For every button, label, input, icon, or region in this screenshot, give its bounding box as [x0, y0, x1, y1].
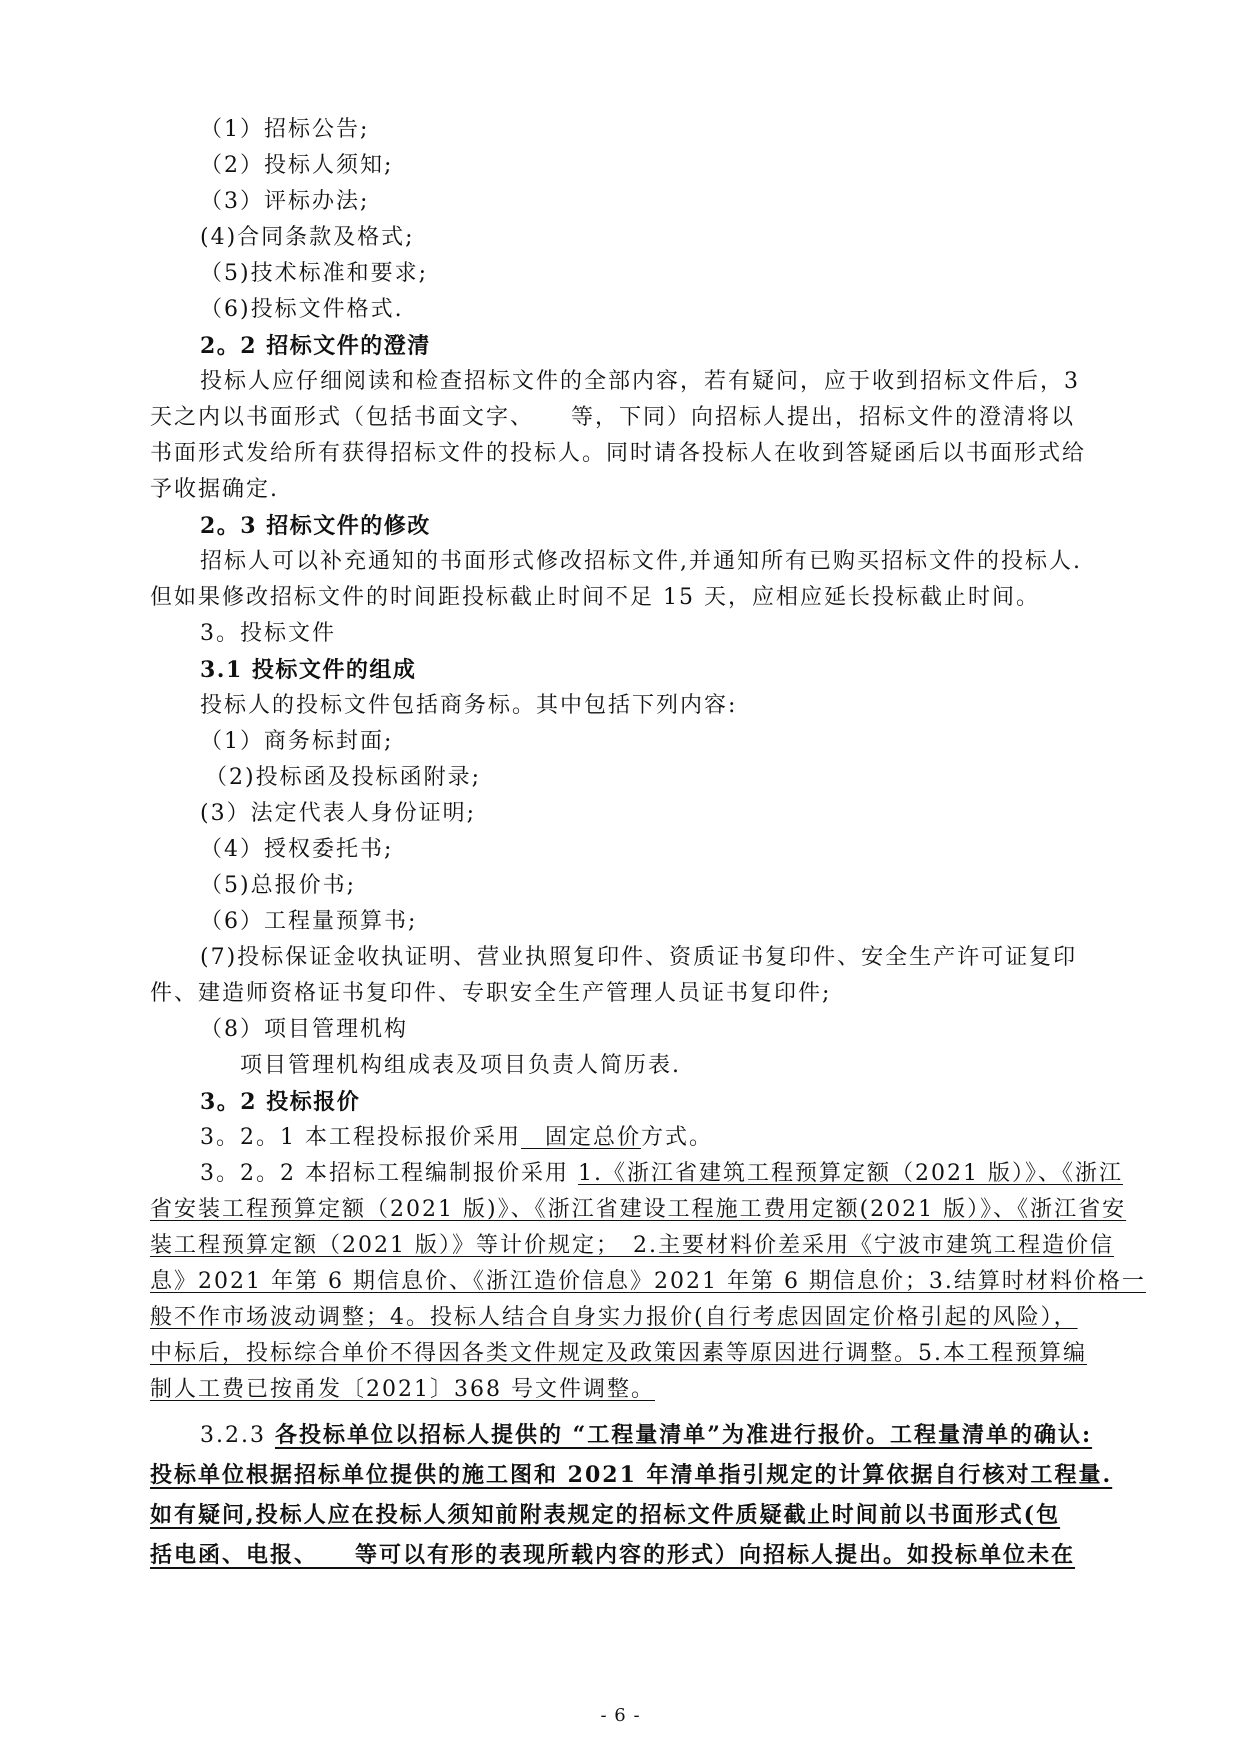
text-line: 3。2。2 本招标工程编制报价采用 1.《浙江省建筑工程预算定额（2021 版）》、《浙江 [200, 1161, 1123, 1186]
text-line: (3）法定代表人身份证明; [200, 801, 476, 826]
section-heading: 3。2 投标报价 [200, 1089, 361, 1115]
underlined-text: 中标后，投标综合单价不得因各类文件规定及政策因素等原因进行调整。5.本工程预算编 [150, 1341, 1087, 1366]
text-line: 3.2.3 各投标单位以招标人提供的 “工程量清单”为准进行报价。工程量清单的确认: [200, 1422, 1093, 1448]
underlined-text: 1.《浙江省建筑工程预算定额（2021 版）》、《浙江 [577, 1161, 1123, 1186]
text-line: （2）投标人须知; [200, 153, 394, 178]
text-line: 招标人可以补充通知的书面形式修改招标文件,并通知所有已购买招标文件的投标人. [200, 549, 1082, 574]
section-heading: 3.1 投标文件的组成 [200, 657, 417, 683]
bold-underlined-text: 括电函、电报、 等可以有形的表现所载内容的形式）向招标人提出。如投标单位未在 [150, 1542, 1076, 1568]
text-line: （5)技术标准和要求; [200, 261, 428, 286]
bold-underlined-text: 各投标单位以招标人提供的 “工程量清单”为准进行报价。工程量清单的确认: [274, 1422, 1093, 1448]
text-line: (7)投标保证金收执证明、营业执照复印件、资质证书复印件、安全生产许可证复印 [200, 945, 1078, 970]
bold-underlined-text: 投标单位根据招标单位提供的施工图和 2021 年清单指引规定的计算依据自行核对工程量. [150, 1462, 1113, 1488]
underlined-text: 固定总价 [521, 1125, 642, 1150]
section-heading: 3。投标文件 [200, 621, 336, 646]
text-line: （6)投标文件格式. [200, 297, 404, 322]
text-line: (4)合同条款及格式; [200, 225, 415, 250]
text-line: 予收据确定. [150, 477, 279, 502]
underlined-text: 装工程预算定额（2021 版）》等计价规定； 2.主要材料价差采用《宁波市建筑工程造价信 [150, 1233, 1114, 1258]
text-line: 书面形式发给所有获得招标文件的投标人。同时请各投标人在收到答疑函后以书面形式给 [150, 441, 1087, 466]
underlined-text: 制人工费已按甬发〔2021〕368 号文件调整。 [150, 1377, 655, 1402]
underlined-text: 息》2021 年第 6 期信息价、《浙江造价信息》2021 年第 6 期信息价；3.结算时材料价格一 [150, 1269, 1146, 1294]
section-heading: 2。3 招标文件的修改 [200, 513, 431, 539]
text-line: 项目管理机构组成表及项目负责人简历表. [240, 1053, 681, 1078]
text-line: （6）工程量预算书; [200, 909, 418, 934]
text-line: （4）授权委托书; [200, 837, 394, 862]
text-line: （8）项目管理机构 [200, 1017, 408, 1042]
text-line: （5)总报价书; [200, 873, 356, 898]
underlined-text: 省安装工程预算定额（2021 版)》、《浙江省建设工程施工费用定额(2021 版）》、《浙江省安 [150, 1197, 1127, 1222]
text-line: 3。2。1 本工程投标报价采用 固定总价方式。 [200, 1125, 714, 1150]
section-heading: 2。2 招标文件的澄清 [200, 333, 431, 359]
text-line: （3）评标办法; [200, 189, 370, 214]
text-line: 件、建造师资格证书复印件、专职安全生产管理人员证书复印件; [150, 981, 832, 1006]
text-line: （2)投标函及投标函附录; [205, 765, 481, 790]
text-line: 投标人应仔细阅读和检查招标文件的全部内容，若有疑问，应于收到招标文件后，3 [200, 369, 1080, 394]
text-line: （1）招标公告; [200, 117, 370, 142]
text-line: 但如果修改招标文件的时间距投标截止时间不足 15 天，应相应延长投标截止时间。 [150, 585, 1040, 610]
bold-underlined-text: 如有疑问,投标人应在投标人须知前附表规定的招标文件质疑截止时间前以书面形式(包 [150, 1502, 1061, 1528]
page-number: - 6 - [600, 1705, 641, 1726]
text-line: （1）商务标封面; [200, 729, 394, 754]
underlined-text: 般不作市场波动调整；4。投标人结合自身实力报价(自行考虑因固定价格引起的风险）， [150, 1305, 1078, 1330]
text-line: 投标人的投标文件包括商务标。其中包括下列内容: [200, 693, 738, 718]
text-line: 天之内以书面形式（包括书面文字、 等，下同）向招标人提出，招标文件的澄清将以 [150, 405, 1076, 430]
